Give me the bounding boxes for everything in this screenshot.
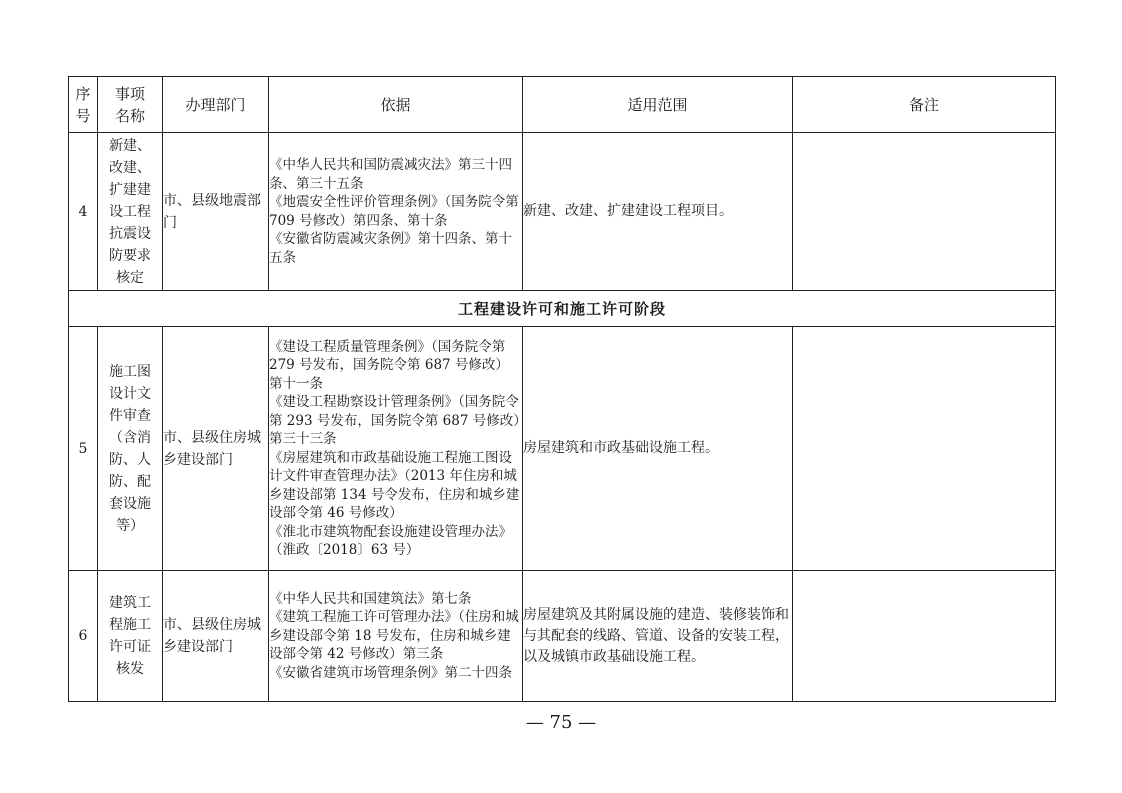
row-basis [269, 133, 523, 291]
row-scope: 房屋建筑及其附属设施的建造、装修装饰和与其配套的线路、管道、设备的安装工程，以及城镇市政基础设施工程。 [523, 571, 793, 702]
stage-title: 工程建设许可和施工许可阶段 [69, 291, 1056, 327]
row-note [793, 327, 1056, 571]
row-item-name: 新建、 改建、 扩建建 设工程 抗震设 防要求 核定 [98, 133, 163, 291]
basis-line: 《建设工程质量管理条例》（国务院令第 279 号发布，国务院令第 687 号修改）第十一条 [269, 338, 509, 392]
stage-row [69, 291, 1056, 327]
header-seq: 序 号 [69, 77, 98, 133]
header-scope: 适用范围 [523, 77, 793, 133]
basis-line: 《安徽省建筑市场管理条例》第二十四条 [269, 664, 512, 681]
row-basis [269, 327, 523, 571]
row-scope: 新建、改建、扩建建设工程项目。 [523, 133, 793, 291]
page-number: — 75 — [525, 712, 597, 733]
basis-line: 《中华人民共和国防震减灾法》第三十四条、第三十五条 [269, 157, 512, 192]
row-department: 市、县级住房城乡建设部门 [163, 327, 269, 571]
row-scope: 房屋建筑和市政基础设施工程。 [523, 327, 793, 571]
row-department: 市、县级住房城乡建设部门 [163, 571, 269, 702]
table-row [69, 133, 1056, 291]
row-seq: 4 [69, 133, 98, 291]
row-seq: 6 [69, 571, 98, 702]
header-basis: 依据 [269, 77, 523, 133]
basis-line: 《建筑工程施工许可管理办法》（住房和城乡建设部令第 18 号发布，住房和城乡建设部令第 42 号修改）第三条 [269, 609, 519, 663]
header-department: 办理部门 [163, 77, 269, 133]
header-note: 备注 [793, 77, 1056, 133]
table-header-row [69, 77, 1056, 133]
basis-line: 《建设工程勘察设计管理条例》（国务院令第 293 号发布，国务院令第 687 号修改）第三十三条 [269, 394, 520, 447]
basis-line: 《房屋建筑和市政基础设施工程施工图设计文件审查管理办法》（2013 年住房和城乡建设部第 134 号令发布，住房和城乡建设部令第 46 号修改） [269, 449, 520, 521]
row-note [793, 133, 1056, 291]
basis-line: 《安徽省防震减灾条例》第十四条、第十五条 [269, 231, 512, 266]
row-note [793, 571, 1056, 702]
basis-line: 《地震安全性评价管理条例》（国务院令第 709 号修改）第四条、第十条 [269, 194, 519, 229]
basis-line: 《中华人民共和国建筑法》第七条 [269, 590, 472, 607]
row-item-name: 建筑工 程施工 许可证 核发 [98, 571, 163, 702]
row-seq: 5 [69, 327, 98, 571]
table-row [69, 571, 1056, 702]
row-department: 市、县级地震部门 [163, 133, 269, 291]
row-item-name: 施工图 设计文 件审查 （含消 防、人 防、配 套设施 等） [98, 327, 163, 571]
table-row [69, 327, 1056, 571]
header-item-name: 事项 名称 [98, 77, 163, 133]
approval-items-table [68, 76, 1056, 702]
basis-line: 《淮北市建筑物配套设施建设管理办法》（淮政〔2018〕63 号） [269, 523, 512, 558]
row-basis [269, 571, 523, 702]
